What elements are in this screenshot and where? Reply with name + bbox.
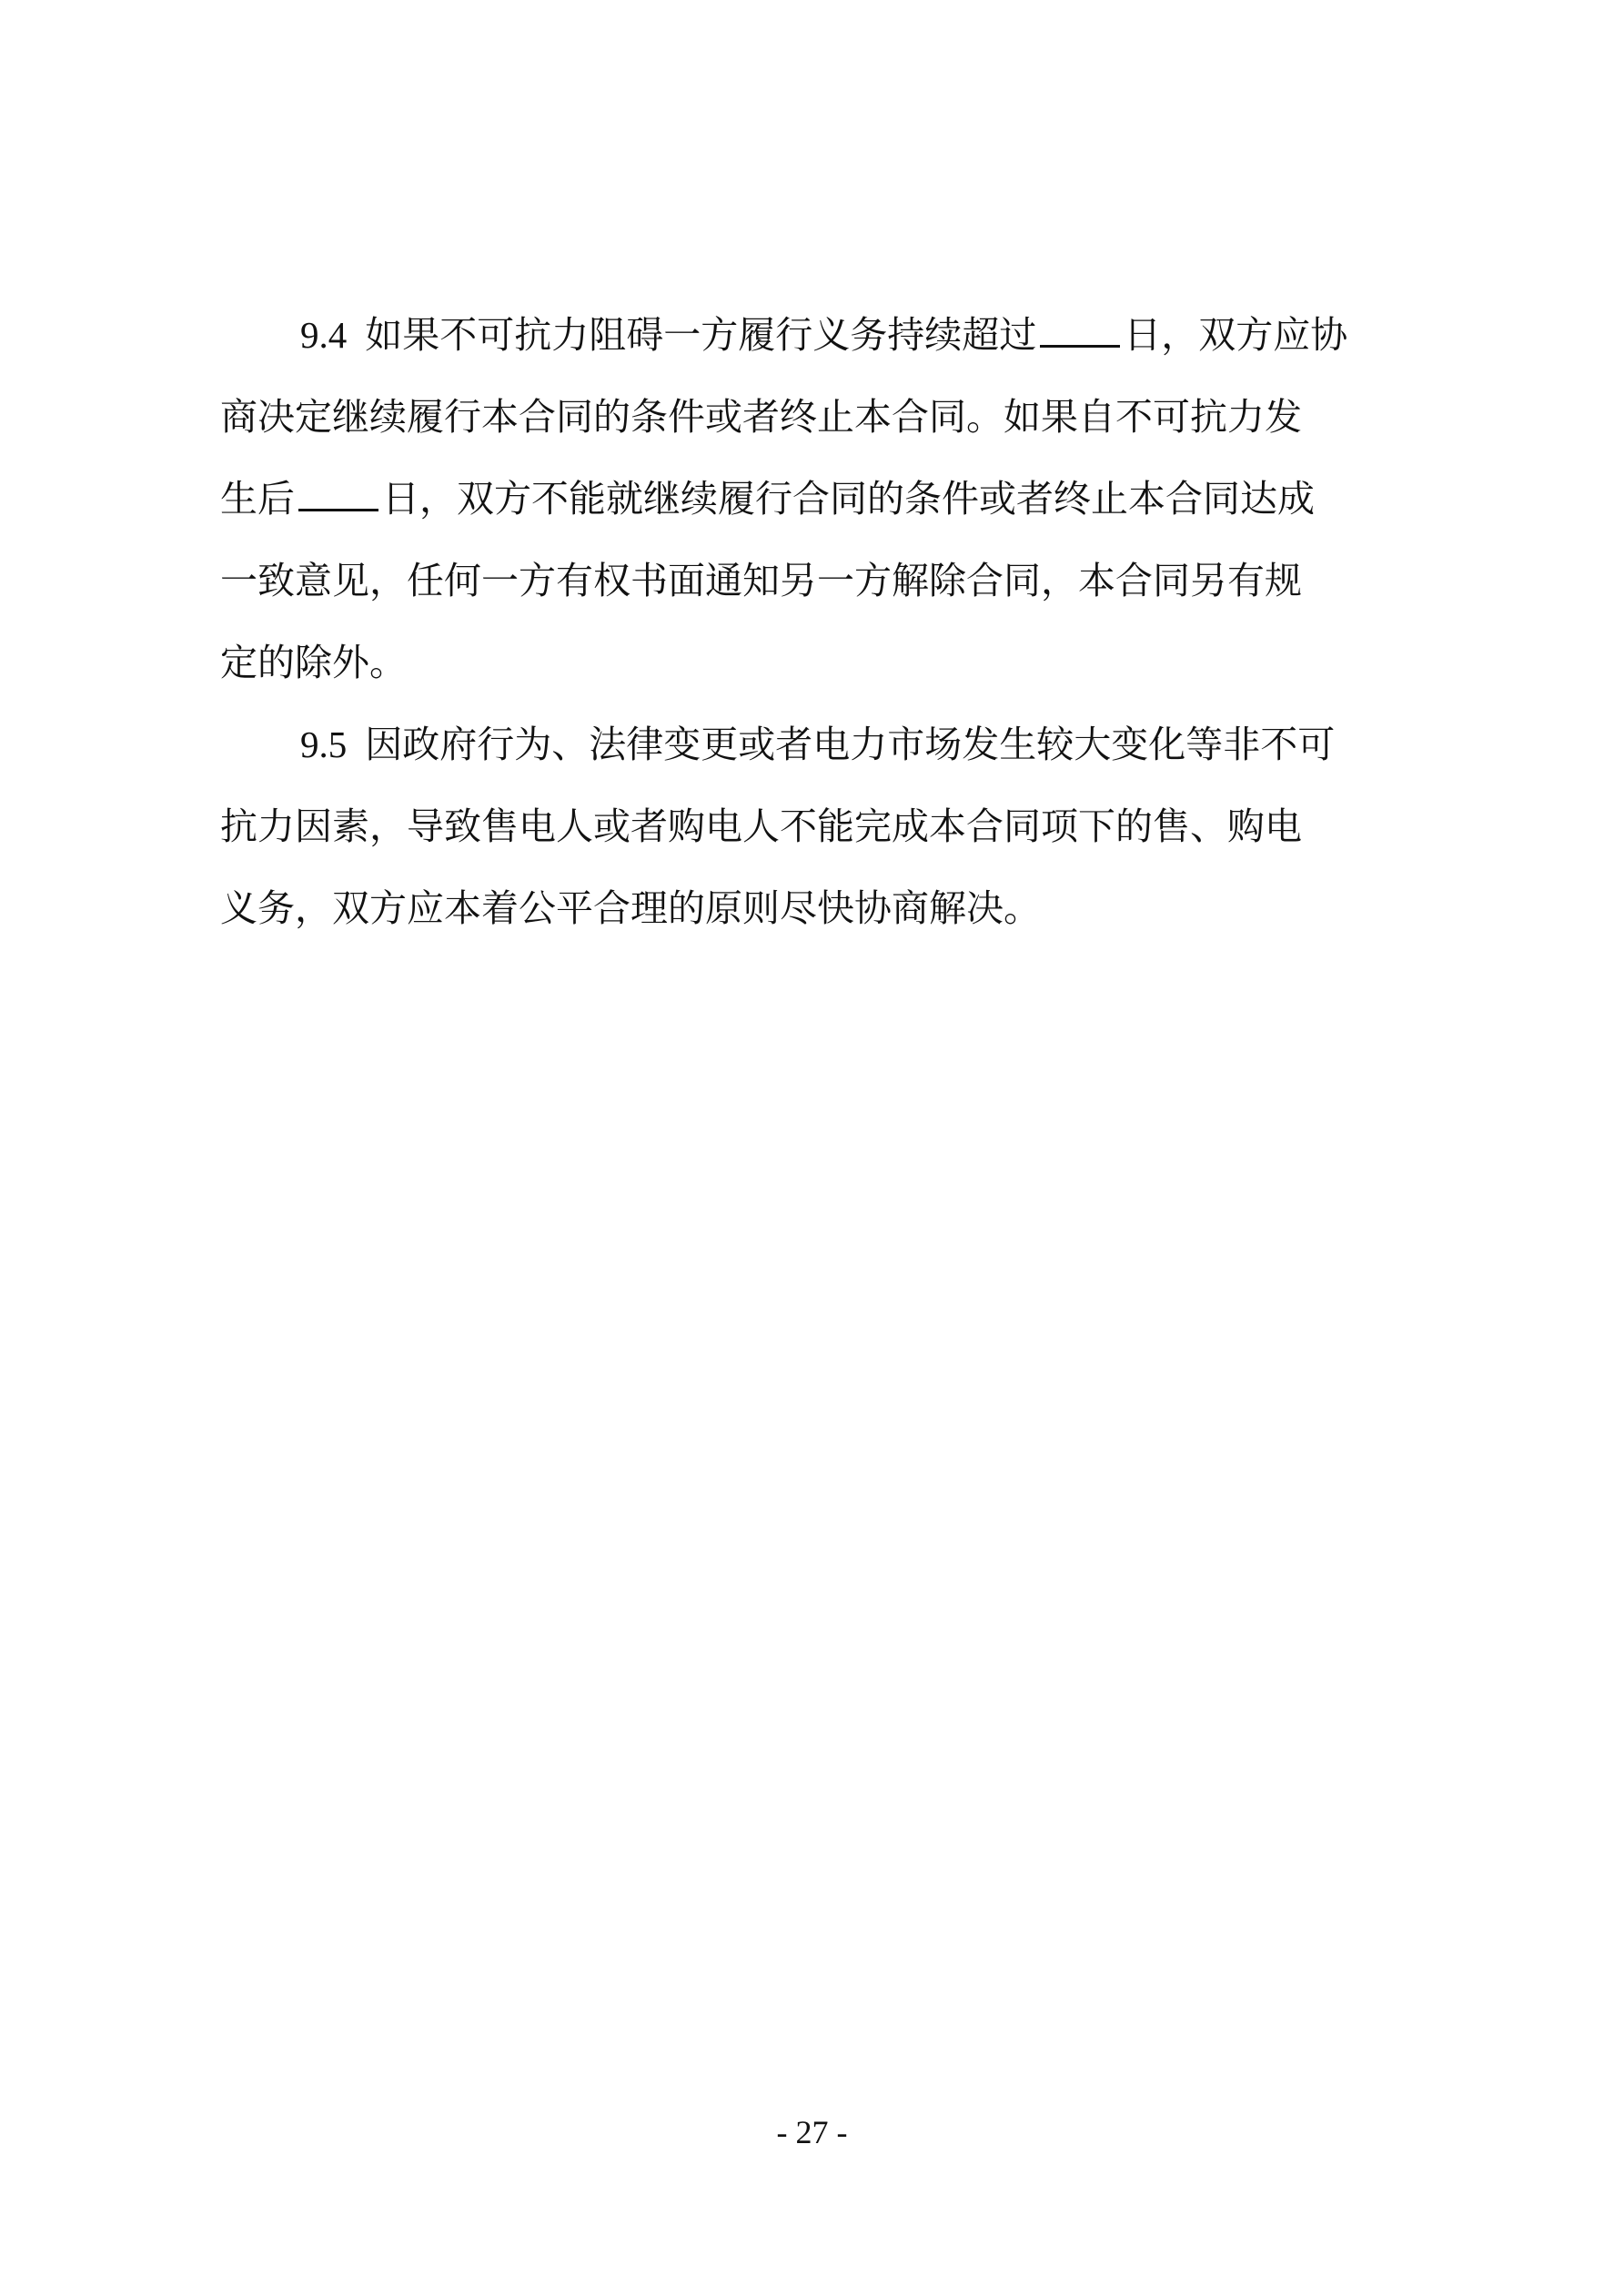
- clause-9-4-line-5: [220, 635, 407, 690]
- clause-text: 因政府行为、法律变更或者电力市场发生较大变化等非不可: [365, 723, 1336, 766]
- clause-text: 如果不可抗力阻碍一方履行义务持续超过: [365, 313, 1037, 357]
- clause-9-4-line-2: [220, 389, 1302, 444]
- fill-in-blank-days[interactable]: [298, 480, 378, 511]
- clause-9-5-line-2: [220, 799, 1302, 854]
- clause-9-4-line-4: [220, 553, 1302, 608]
- clause-9-4-line-3: [220, 471, 1315, 526]
- clause-text: 日，双方应协: [1124, 313, 1348, 357]
- clause-text: 日，双方不能就继续履行合同的条件或者终止本合同达成: [382, 477, 1315, 521]
- clause-text: 抗力因素，导致售电人或者购电人不能完成本合同项下的售、购电: [220, 804, 1302, 848]
- clause-text: 定的除外。: [220, 641, 407, 684]
- clause-number: 9.5: [300, 723, 348, 765]
- fill-in-blank-days[interactable]: [1040, 316, 1120, 348]
- clause-9-5-line-1: [300, 717, 1335, 772]
- clause-9-5-line-3: [220, 881, 1041, 936]
- clause-text: 一致意见，任何一方有权书面通知另一方解除合同，本合同另有规: [220, 559, 1302, 602]
- clause-9-4-line-1: [300, 308, 1347, 362]
- clause-number: 9.4: [300, 314, 348, 356]
- clause-text: 生后: [220, 477, 295, 521]
- page-number: - 27 -: [776, 2114, 848, 2150]
- clause-text: 义务，双方应本着公平合理的原则尽快协商解决。: [220, 886, 1041, 930]
- clause-text: 商决定继续履行本合同的条件或者终止本合同。如果自不可抗力发: [220, 395, 1302, 439]
